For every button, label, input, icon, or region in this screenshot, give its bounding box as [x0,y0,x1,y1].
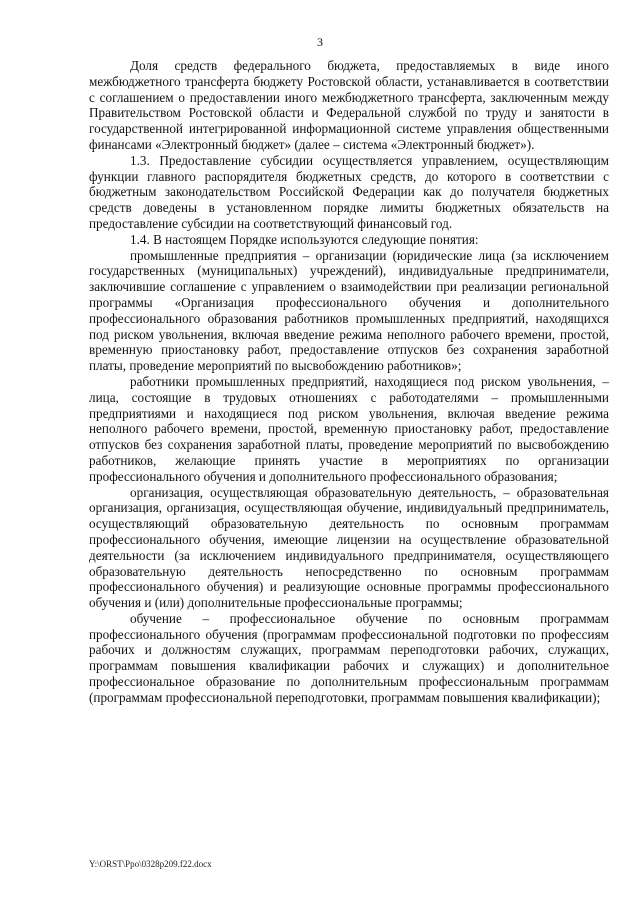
definition-educational-organization: организация, осуществляющая образовательную деятельность, – образовательная организация, организация, осуществляющая обучение, индивидуальный предприниматель, осуществляющий образовательную деятельность по основным программам профессионального обучения, имеющие лицензии на осуществление образовательной деятельности (за исключением индивидуального предпринимателя, осуществляющего образовательную деятельность непосредственно по основным программам профессионального обучения) и реализующие основные программы профессионального обучения и (или) дополнительные профессиональные программы; [89,484,609,611]
paragraph-1-3: 1.3. Предоставление субсидии осуществляется управлением, осуществляющим функции главного распорядителя бюджетных средств, до которого в соответствии с бюджетным законодательством Российской Федерации как до получателя бюджетных средств доведены в установленном порядке лимиты бюджетных обязательств на предоставление субсидии на соответствующий финансовый год. [89,152,609,231]
definition-workers-at-risk: работники промышленных предприятий, находящиеся под риском увольнения, – лица, состоящие в трудовых отношениях с работодателями – промышленными предприятиями и находящиеся под риском увольнения, включая введение режима неполного рабочего времени, простой, временную приостановку работ, предоставление отпусков без сохранения заработной платы, проведение мероприятий по высвобождению работников, желающие принять участие в мероприятиях по организации профессионального обучения и дополнительного профессионального образования; [89,373,609,484]
definition-industrial-enterprises: промышленные предприятия – организации (юридические лица (за исключением государственных (муниципальных) учреждений), индивидуальные предприниматели, заключившие соглашение с управлением о взаимодействии при реализации региональной программы «Организация профессионального обучения и дополнительного профессионального образования работников промышленных предприятий, находящихся под риском увольнения, включая введение режима неполного рабочего времени, простой, временную приостановку работ, предоставление отпусков без сохранения заработной платы, проведение мероприятий по высвобождению работников»; [89,247,609,374]
file-path-footer: Y:\ORST\Ppo\0328p209.f22.docx [89,859,212,869]
paragraph-budget-share: Доля средств федерального бюджета, предоставляемых в виде иного межбюджетного трансферта бюджету Ростовской области, устанавливается в соответствии с соглашением о предоставлении иного межбюджетного трансферта, заключенным между Правительством Ростовской области и Федеральной службой по труду и занятости в государственной интегрированной информационной системе управления общественными финансами «Электронный бюджет» (далее – система «Электронный бюджет»). [89,58,609,152]
page-number: 3 [317,35,323,49]
definition-training: обучение – профессиональное обучение по основным программам профессионального обучения (программам профессиональной подготовки по профессиям рабочих и должностям служащих, программам переподготовки рабочих, служащих, программам повышения квалификации рабочих и служащих) и дополнительное профессиональное образование по дополнительным профессиональным программам (программам профессиональной переподготовки, программам повышения квалификации); [89,610,609,705]
document-body [89,58,609,706]
paragraph-1-4: 1.4. В настоящем Порядке используются следующие понятия: [130,231,479,247]
